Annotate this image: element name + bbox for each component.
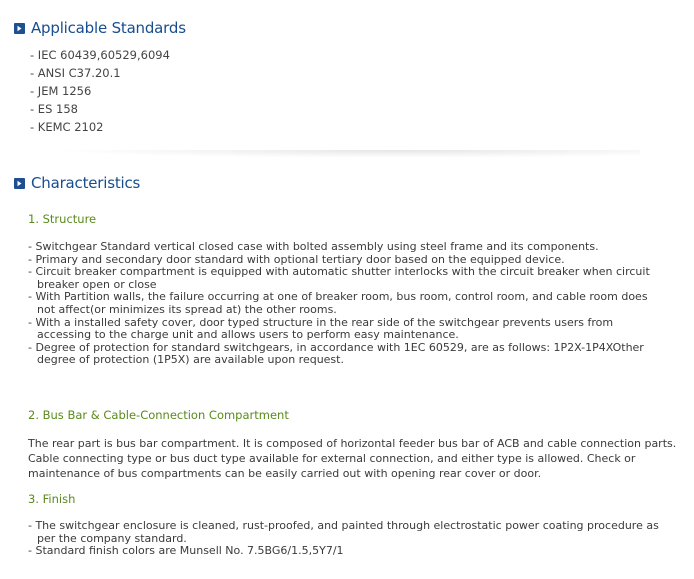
list-item: - Primary and secondary door standard with optional tertiary door based on the equipped device. <box>28 252 565 266</box>
list-item: - Circuit breaker compartment is equipped with automatic shutter interlocks with the circuit breaker when circuit breaker open or close <box>28 265 650 291</box>
applicable-standards-title: Applicable Standards <box>31 19 186 37</box>
list-item: - Standard finish colors are Munsell No. 7.5BG6/1.5,5Y7/1 <box>28 544 344 558</box>
standards-list <box>30 46 170 136</box>
list-item: - With Partition walls, the failure occurring at one of breaker room, bus room, control room, and cable room does not affect(or minimizes its spread at) the other rooms. <box>28 290 648 316</box>
list-item: - With a installed safety cover, door typed structure in the rear side of the switchgear prevents users from accessing to the charge unit and allows users to perform easy maintenance. <box>28 315 614 342</box>
standard-item: - JEM 1256 <box>30 84 92 98</box>
standard-item: - ES 158 <box>30 102 78 116</box>
characteristics-title: Characteristics <box>31 174 141 192</box>
busbar-heading: 2. Bus Bar & Cable-Connection Compartment <box>28 408 289 422</box>
busbar-description: The rear part is bus bar compartment. It is composed of horizontal feeder bus bar of ACB and cable connection parts. Cable connecting type or bus duct type available for external connection, and either type is allowed. Check or maintenance of bus compartments can be easily carried out with opening rear cover or door. <box>28 437 677 480</box>
finish-heading: 3. Finish <box>28 492 76 506</box>
structure-list <box>28 241 668 367</box>
section-arrow-icon <box>14 178 25 189</box>
characteristics-header <box>14 174 140 192</box>
section-divider <box>40 150 640 158</box>
finish-list <box>28 520 668 558</box>
standard-item: - IEC 60439,60529,6094 <box>30 48 170 62</box>
standard-item: - ANSI C37.20.1 <box>30 66 121 80</box>
list-item: - Degree of protection for standard switchgears, in accordance with 1EC 60529, are as follows: 1P2X-1P4XOther degree of protection (1P5X) are available upon request. <box>28 340 644 367</box>
standard-item: - KEMC 2102 <box>30 120 104 134</box>
applicable-standards-header <box>14 19 186 37</box>
structure-heading: 1. Structure <box>28 212 97 226</box>
list-item: - The switchgear enclosure is cleaned, rust-proofed, and painted through electrostatic power coating procedure as per the company standard. <box>28 519 659 545</box>
list-item: - Switchgear Standard vertical closed case with bolted assembly using steel frame and its components. <box>28 240 599 253</box>
section-arrow-icon <box>14 23 25 34</box>
